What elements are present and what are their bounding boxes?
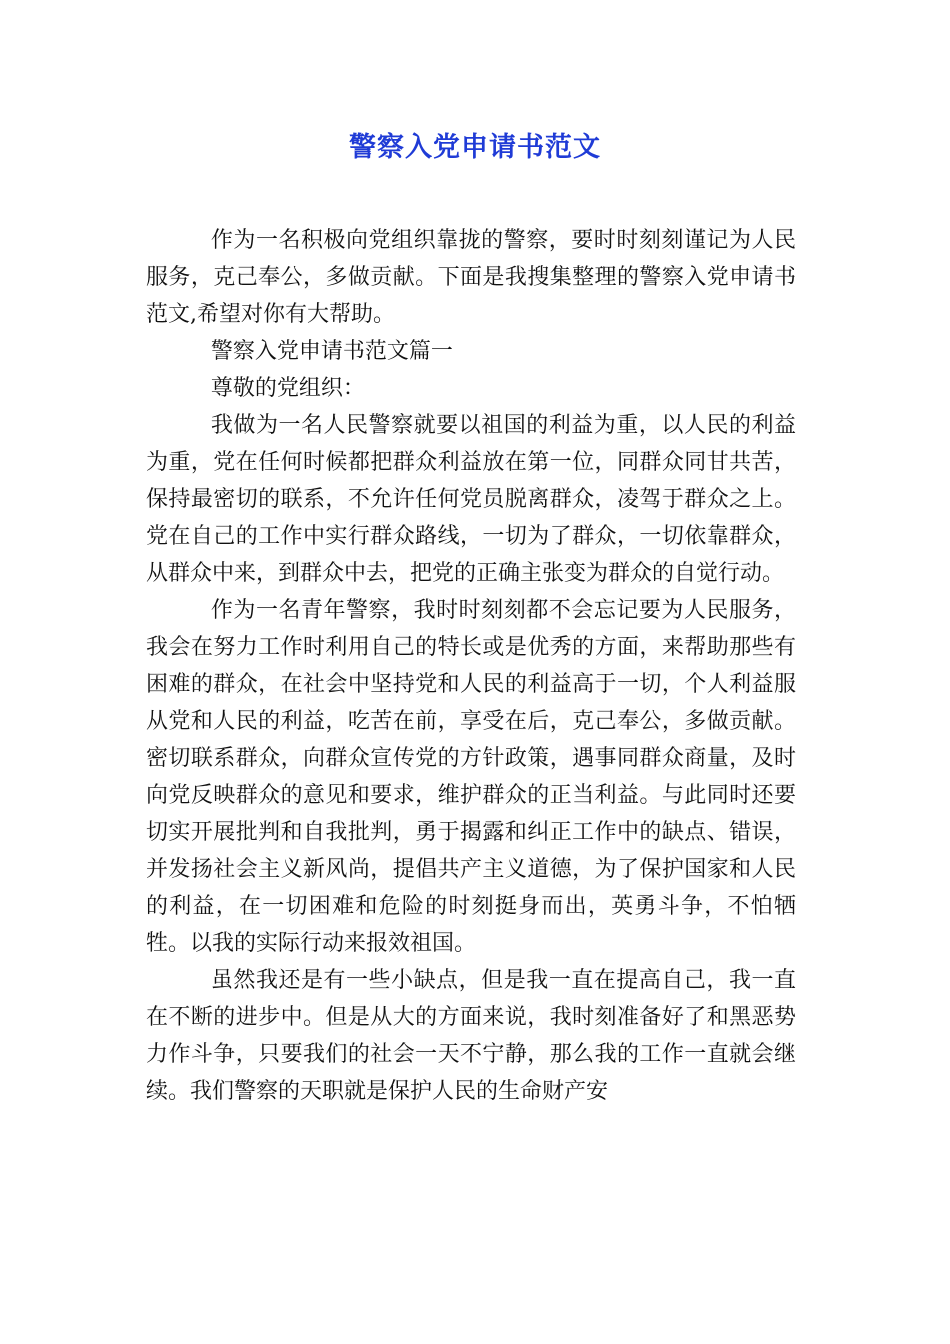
paragraph-intro: 作为一名积极向党组织靠拢的警察，要时时刻刻谨记为人民服务，克己奉公，多做贡献。下面是我搜集整理的警察入党申请书范文,希望对你有大帮助。 (146, 228, 796, 327)
paragraph-body-3: 虽然我还是有一些小缺点，但是我一直在提高自己，我一直在不断的进步中。但是从大的方面来说，我时刻准备好了和黑恶势力作斗争，只要我们的社会一天不宁静，那么我的工作一直就会继续。我们警察的天职就是保护人民的生命财产安 (146, 968, 796, 1104)
paragraph-salutation: 尊敬的党组织： (210, 376, 365, 401)
document-body (146, 222, 796, 1110)
paragraph-body-1: 我做为一名人民警察就要以祖国的利益为重，以人民的利益为重，党在任何时候都把群众利益放在第一位，同群众同甘共苦，保持最密切的联系，不允许任何党员脱离群众，凌驾于群众之上。党在自己的工作中实行群众路线，一切为了群众，一切依靠群众，从群众中来，到群众中去，把党的正确主张变为群众的自觉行动。 (146, 413, 796, 586)
document-title: 警察入党申请书范文 (349, 132, 601, 163)
paragraph-section-heading: 警察入党申请书范文篇一 (210, 339, 453, 364)
paragraph-body-2: 作为一名青年警察，我时时刻刻都不会忘记要为人民服务，我会在努力工作时利用自己的特长或是优秀的方面，来帮助那些有困难的群众，在社会中坚持党和人民的利益高于一切，个人利益服从党和人民的利益，吃苦在前，享受在后，克己奉公，多做贡献。密切联系群众，向群众宣传党的方针政策，遇事同群众商量，及时向党反映群众的意见和要求，维护群众的正当利益。与此同时还要切实开展批判和自我批判，勇于揭露和纠正工作中的缺点、错误，并发扬社会主义新风尚，提倡共产主义道德，为了保护国家和人民的利益，在一切困难和危险的时刻挺身而出，英勇斗争，不怕牺牲。以我的实际行动来报效祖国。 (146, 598, 796, 956)
